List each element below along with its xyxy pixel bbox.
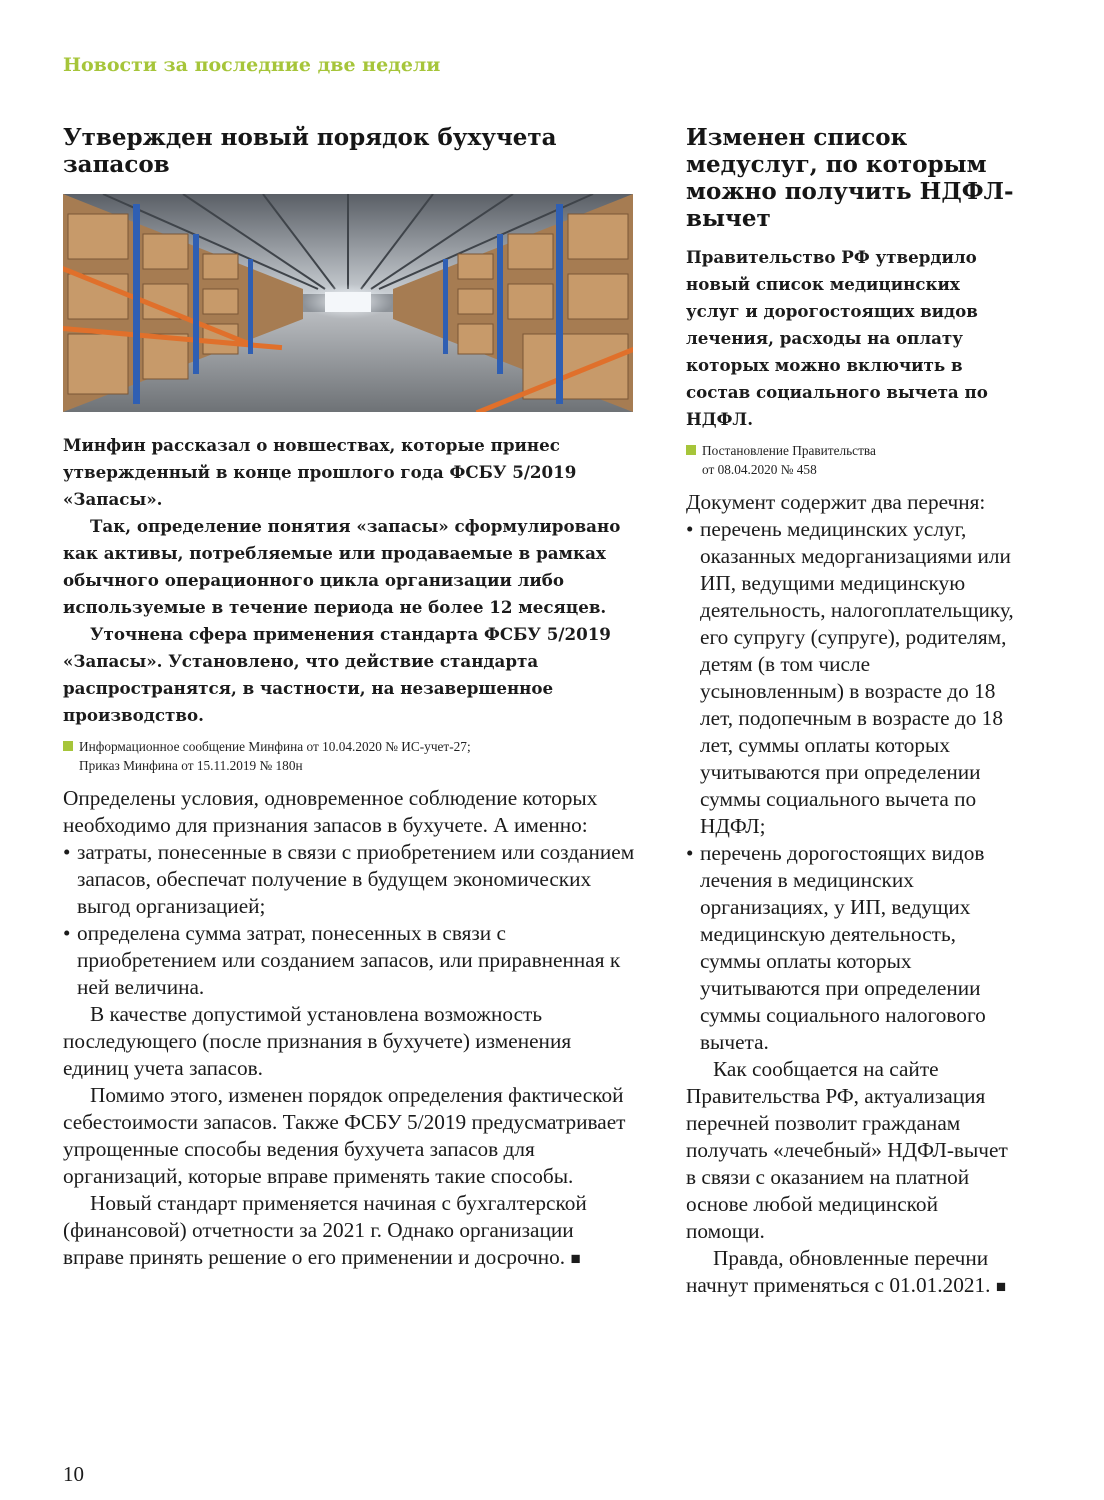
end-mark: ■	[570, 1249, 581, 1268]
right-article	[686, 124, 1016, 1300]
left-article-title: Утвержден новый порядок бухучета запасов	[63, 124, 557, 178]
list-item: • перечень дорогостоящих видов лечения в медицинских организациях, у ИП, ведущих медицинскую деятельность, суммы оплаты которых учитываются при определении суммы социального налогового вычета.	[686, 840, 1016, 1056]
source-line: Приказ Минфина от 15.11.2019 № 180н	[79, 758, 303, 773]
right-lead-paragraph: Правительство РФ утвердило новый список медицинских услуг и дорогостоящих видов лечения, расходы на оплату которых можно включить в состав социального вычета по НДФЛ.	[686, 247, 988, 429]
body-paragraph: Документ содержит два перечня:	[686, 490, 986, 514]
right-article-title: Изменен список медуслуг, по которым можно получить НДФЛ-вычет	[686, 124, 1014, 232]
left-bullet-list	[63, 839, 635, 1001]
green-square-marker	[63, 741, 73, 751]
left-lead-paragraph: Так, определение понятия «запасы» сформулировано как активы, потребляемые или продаваемые в рамках обычного операционного цикла организации либо используемые в течение периода не более 12 месяцев.	[63, 516, 621, 617]
left-source-note	[63, 737, 635, 775]
right-bullet-list	[686, 516, 1016, 1056]
left-lead-paragraph: Минфин рассказал о новшествах, которые принес утвержденный в конце прошлого года ФСБУ 5/2019 «Запасы».	[63, 435, 577, 509]
body-paragraph: Помимо этого, изменен порядок определения фактической себестоимости запасов. Также ФСБУ 5/2019 предусматривает упрощенные способы ведения бухучета запасов для организаций, которые вправе применять такие способы.	[63, 1083, 626, 1188]
right-lead	[686, 244, 1016, 433]
source-line: Постановление Правительства	[702, 443, 876, 458]
right-source-note	[686, 441, 1016, 479]
paragraph-text: Новый стандарт применяется начиная с бухгалтерской (финансовой) отчетности за 2021 г. Однако организации вправе принять решение о его применении и досрочно.	[63, 1191, 587, 1269]
right-body	[686, 489, 1016, 1300]
paragraph-text: Правда, обновленные перечни начнут применяться с 01.01.2021.	[686, 1246, 991, 1297]
body-paragraph: Как сообщается на сайте Правительства РФ, актуализация перечней позволит гражданам получать «лечебный» НДФЛ-вычет в связи с оказанием на платной основе любой медицинской помощи.	[686, 1057, 1008, 1243]
warehouse-photo	[63, 194, 633, 412]
left-body	[63, 785, 635, 1272]
left-article	[63, 124, 635, 1272]
list-item: • перечень медицинских услуг, оказанных медорганизациями или ИП, ведущими медицинскую деятельность, налогоплательщику, его супругу (супруге), родителям, детям (в том числе усыновленным) в возрасте до 18 лет, подопечным в возрасте до 18 лет, суммы оплаты которых учитываются при определении суммы социального вычета по НДФЛ;	[686, 516, 1016, 840]
list-item: • определена сумма затрат, понесенных в связи с приобретением или созданием запасов, или приравненная к ней величина.	[63, 920, 635, 1001]
body-paragraph	[686, 1245, 1016, 1300]
body-paragraph: В качестве допустимой установлена возможность последующего (после признания в бухучете) изменения единиц учета запасов.	[63, 1002, 572, 1080]
left-lead	[63, 432, 635, 729]
body-paragraph: Определены условия, одновременное соблюдение которых необходимо для признания запасов в бухучете. А именно:	[63, 786, 598, 837]
page-number: 10	[63, 1462, 84, 1486]
body-paragraph	[63, 1190, 635, 1272]
list-item: • затраты, понесенные в связи с приобретением или созданием запасов, обеспечат получение в будущем экономических выгод организацией;	[63, 839, 635, 920]
source-line: от 08.04.2020 № 458	[702, 462, 817, 477]
end-mark: ■	[995, 1277, 1007, 1296]
green-square-marker	[686, 445, 696, 455]
source-line: Информационное сообщение Минфина от 10.04.2020 № ИС-учет-27;	[79, 739, 471, 754]
left-lead-paragraph: Уточнена сфера применения стандарта ФСБУ 5/2019 «Запасы». Установлено, что действие стандарта распространятся, в частности, на незавершенное производство.	[63, 624, 611, 725]
section-label: Новости за последние две недели	[63, 54, 441, 76]
